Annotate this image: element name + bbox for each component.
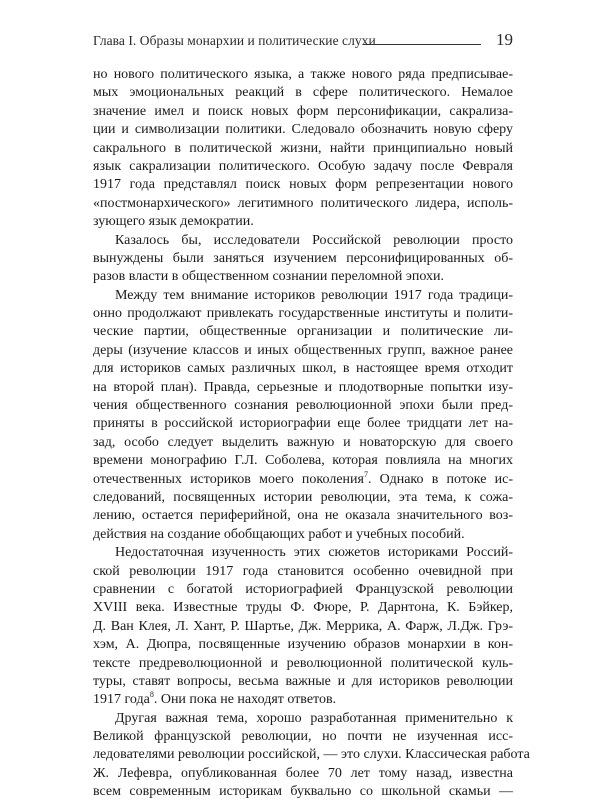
text-line: Ж. Лефевра, опубликованная более 70 лет тому назад, известна [93,765,513,781]
text-line: лению, остается периферийной, она не оказала значительного воз- [93,508,513,524]
running-head [93,32,513,50]
text-line: всем современным историкам буквально со школьной скамьи — [93,784,513,800]
text-line: но нового политического языка, а также нового ряда предписывае- [93,67,513,82]
text-segment: . Однако в потоке ис- [367,471,513,487]
footnote-marker: 8 [149,690,154,700]
text-line: сакрального в политической жизни, найти принципиально новый [93,140,513,156]
text-line: Д. Ван Клея, Л. Хант, Р. Шартье, Дж. Меррика, А. Фарж, Л.Дж. Грэ- [93,618,513,634]
text-line: Великой французской революции, но почти не изученная исс- [93,729,513,745]
text-line: на второй план). Правда, серьезные и плодотворные попытки изу- [93,379,513,395]
text-line: онно продолжают привлекать государственные институты и полити- [93,306,513,322]
text-line: мых эмоциональных реакций в сфере политического. Немалое [93,85,513,101]
text-segment: 1917 года [93,692,150,708]
text-line: Между тем внимание историков революции 1917 года традици- [115,287,513,303]
text-line: чения общественного сознания революционной эпохи были пред- [93,398,513,414]
text-line: Недостаточная изученность этих сюжетов историками Россий- [115,545,513,561]
text-line: приняты в российской историографии еще более тридцати лет на- [93,416,513,432]
text-line: Другая важная тема, хорошо разработанная применительно к [115,710,513,726]
text-line: тексте предреволюционной и революционной политической куль- [93,655,513,671]
text-line: «постмонархического» легитимного политического лидера, исполь- [93,195,513,211]
text-line: ции и символизации политики. Следовало обозначить новую сферу [93,122,513,138]
text-line: Казалось бы, исследователи Российской революции просто [115,232,513,248]
text-line: действия на создание обобщающих работ и учебных пособий. [93,526,465,542]
text-line: хэм, А. Дюпра, посвященные изучению образов монархии в кон- [93,637,513,653]
text-line: ледователями революции российской, — это слухи. Классическая работа [93,747,530,763]
footnote-marker: 7 [363,469,368,479]
text-line: деры (изучение классов и иных общественных групп, важное ранее [93,342,513,358]
text-line: следований, посвященных истории революции, эта тема, к сожа- [93,489,513,505]
text-line: времени монографию Г.Л. Соболева, которая повлияла на многих [93,453,513,469]
text-line: туры, ставят вопросы, весьма важные и для историков революции [93,673,513,689]
text-line: XVIII века. Известные труды Ф. Фюре, Р. Дарнтона, К. Бэйкер, [93,600,513,616]
text-line: сравнении с богатой историографией Французской революции [93,581,513,597]
body-text [93,66,530,802]
text-line-with-footnote [93,691,513,709]
text-line: ческие партии, общественные организации и политические ли- [93,324,513,340]
text-segment: . Они пока не находят ответов. [153,692,337,708]
text-line-with-footnote [93,471,513,489]
page-number: 19 [496,30,513,49]
chapter-title: Глава I. Образы монархии и политические слухи [93,33,376,48]
text-line: разов власти в общественном сознании переломной эпохи. [93,269,445,285]
text-line: зад, особо следует выделить важную и новаторскую для своего [93,434,513,450]
text-line: вынуждены были заняться изучением персонифицированных об- [93,250,513,266]
text-line: 1917 года представлял поиск новых форм репрезентации нового [93,177,513,193]
text-line: для историков самых различных школ, в настоящее время отходит [93,361,513,377]
text-line: язык сакрализации политического. Особую задачу после Февраля [93,158,513,174]
text-segment: отечественных историков моего поколения [93,471,364,487]
text-line: значение имел и поиск новых форм персонификации, сакрализа- [93,103,513,119]
header-rule [363,44,481,45]
text-line: ской революции 1917 года становится особенно очевидной при [93,563,513,579]
text-line: зующего язык демократии. [93,214,254,230]
